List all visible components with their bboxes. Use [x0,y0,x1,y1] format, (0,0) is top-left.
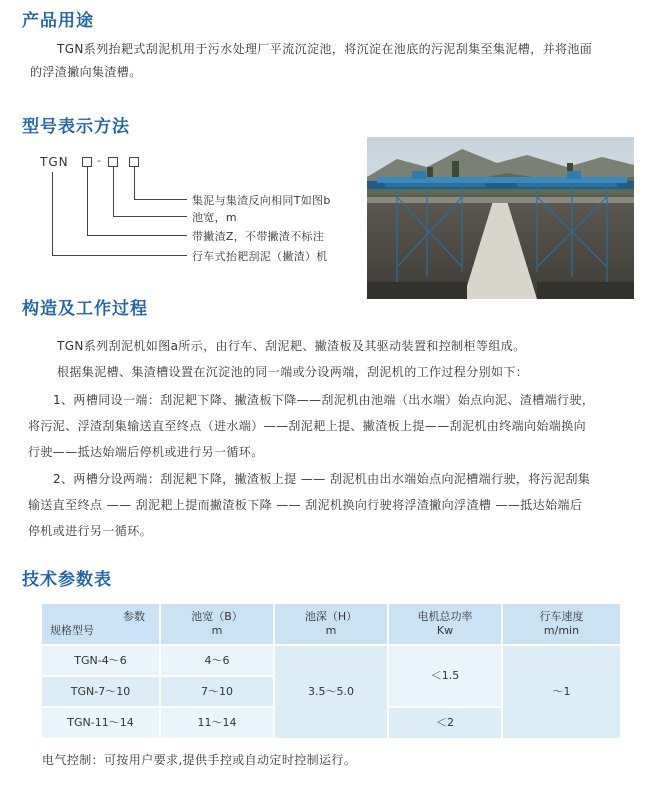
header-travel-speed-unit: m/min [543,624,580,637]
process-line-4: 将污泥、浮渣刮集输送直至终点（进水端）——刮泥耙上提、撇渣板上提——刮泥机由终端向始端换向 [28,419,587,433]
header-travel-speed [502,604,620,645]
process-line-5: 行驶——抵达始端后停机或进行另一循环。 [28,445,264,459]
process-line-8: 停机或进行另一循环。 [28,524,153,538]
heading-structure-process: 构造及工作过程 [22,299,148,319]
width-cell: 4～6 [160,645,274,676]
heading-technical-parameters: 技术参数表 [22,570,112,590]
corner-model-label: 规格型号 [50,624,94,637]
header-pool-depth-label: 池深（H） [304,610,358,623]
depth-cell: 3.5～5.0 [274,645,388,738]
model-cell: TGN-11～14 [42,707,160,738]
header-motor-power-label: 电机总功率 [417,610,473,623]
model-cell: TGN-4～6 [42,645,160,676]
heading-product-usage: 产品用途 [22,11,94,31]
process-line-3: 1、两槽同设一端：刮泥耙下降、撇渣板下降——刮泥机由池端（出水端）始点向泥、渣槽端行驶， [53,393,595,407]
usage-line-1: TGN系列抬耙式刮泥机用于污水处理厂平流沉淀池，将沉淀在池底的污泥刮集至集泥槽，并将池面 [57,42,593,56]
model-cell: TGN-7～10 [42,676,160,707]
leader-line-4 [52,172,187,256]
model-label-direction: 集泥与集渣反向相同T如图b [192,194,331,207]
scraper-photo [367,137,634,299]
process-line-2: 根据集泥槽、集渣槽设置在沉淀池的同一端或分设两端，刮泥机的工作过程分别如下： [57,365,529,379]
header-motor-power-unit: Kw [436,624,454,637]
corner-param-label: 参数 [123,610,145,623]
code-box-2 [108,157,118,167]
usage-line-2: 的浮渣撇向集渣槽。 [30,65,142,79]
spec-table-corner [42,604,160,645]
header-pool-depth-unit: m [325,624,337,637]
process-line-6: 2、两槽分设两端：刮泥耙下降，撇渣板上提 —— 刮泥机由出水端始点向泥槽端行驶，将污泥刮集 [53,472,591,486]
header-pool-width-unit: m [211,624,223,637]
table-row [42,645,620,676]
model-label-width: 池宽，m [192,211,237,224]
model-label-skimmer: 带撇渣Z，不带撇渣不标注 [192,230,325,243]
electrical-control-note: 电气控制：可按用户要求,提供手控或自动定时控制运行。 [42,753,357,767]
header-travel-speed-label: 行车速度 [539,610,584,623]
width-cell: 11～14 [160,707,274,738]
header-pool-depth [274,604,388,645]
spec-table [42,604,620,738]
process-line-1: TGN系列刮泥机如图a所示，由行车、刮泥耙、撇渣板及其驱动装置和控制柜等组成。 [57,339,526,353]
power-cell-b: ＜2 [388,707,502,738]
heading-model-notation: 型号表示方法 [22,117,130,137]
speed-cell: ～1 [502,645,620,738]
header-pool-width-label: 池宽（B） [191,610,243,623]
power-cell-a: ＜1.5 [388,645,502,707]
code-box-1 [82,157,92,167]
process-line-7: 输送直至终点 —— 刮泥耙上提而撇渣板下降 —— 刮泥机换向行驶将浮渣撇向浮渣槽 ——抵达始端后 [28,498,583,512]
width-cell: 7～10 [160,676,274,707]
header-pool-width [160,604,274,645]
header-motor-power [388,604,502,645]
code-box-3 [129,157,139,167]
model-label-type: 行车式抬耙刮泥（撇渣）机 [192,250,328,263]
code-dash: - [97,154,101,167]
model-prefix: TGN [40,155,69,169]
